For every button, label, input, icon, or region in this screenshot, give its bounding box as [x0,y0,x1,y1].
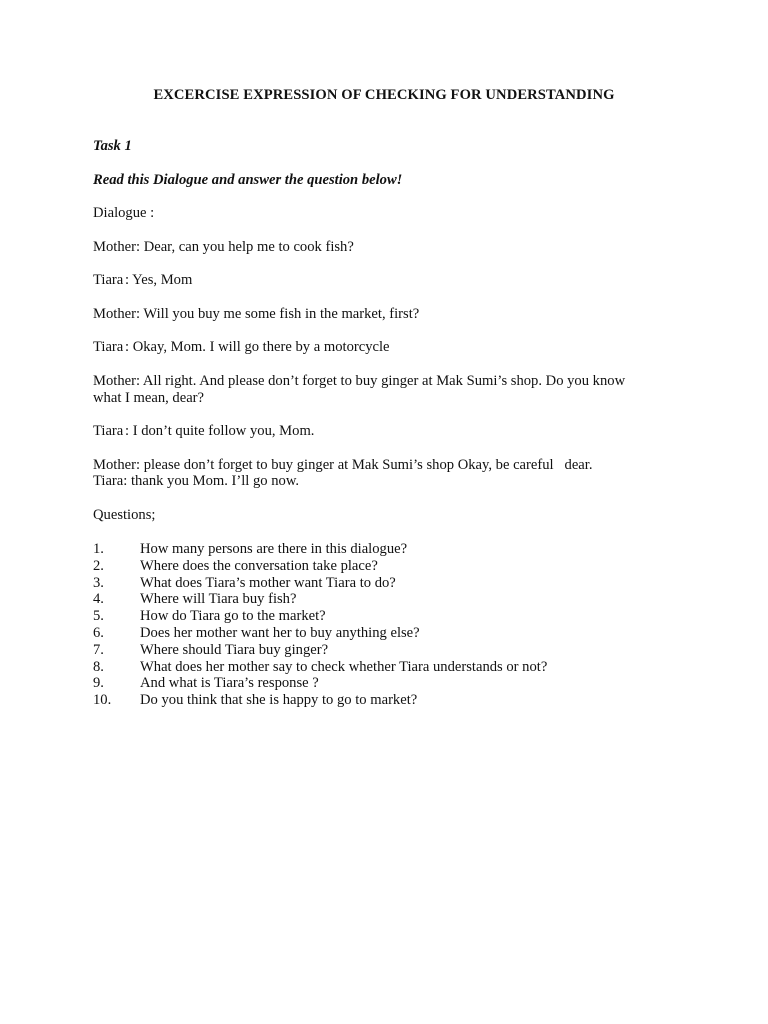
questions-list [93,541,547,709]
dialogue-text: thank you Mom. I’ll go now. [130,473,300,489]
dialogue-text: Okay, Mom. I will go there by a motorcycle [132,339,390,355]
question-text: What does her mother say to check whether Tiara understands or not? [140,658,548,675]
dialogue-line-continuation: what I mean, dear? [93,390,205,406]
dialogue-speaker: Mother: [93,373,141,389]
question-number: 8. [93,658,104,675]
dialogue-separator: : [125,272,133,288]
question-item [93,625,547,642]
dialogue-text: I don’t quite follow you, Mom. [132,423,315,439]
dialogue-heading: Dialogue : [93,205,155,221]
question-item [93,692,547,709]
question-number: 9. [93,675,104,692]
question-number: 10. [93,692,112,709]
dialogue-speaker: Tiara: [93,473,128,489]
dialogue-line [93,423,314,440]
question-item [93,642,547,659]
question-text: And what is Tiara’s response ? [140,675,319,692]
dialogue-speaker: Tiara [93,339,124,355]
question-number: 3. [93,574,104,591]
question-item [93,675,547,692]
question-number: 5. [93,608,104,625]
question-text: Where should Tiara buy ginger? [140,641,329,658]
dialogue-text: Yes, Mom [132,272,193,288]
dialogue-line [93,457,592,474]
dialogue-line [93,306,419,323]
dialogue-text: All right. And please don’t forget to buy ginger at Mak Sumi’s shop. Do you know [142,373,626,389]
questions-heading: Questions; [93,507,156,523]
dialogue-text: Dear, can you help me to cook fish? [143,239,354,255]
question-number: 4. [93,591,104,608]
question-text: Does her mother want her to buy anything else? [140,624,420,641]
question-text: Do you think that she is happy to go to market? [140,692,418,709]
dialogue-line [93,239,354,256]
question-number: 2. [93,557,104,574]
instruction-text: Read this Dialogue and answer the question below! [93,172,403,188]
dialogue-separator: : [125,339,133,355]
dialogue-speaker: Mother: [93,306,141,322]
dialogue-text: please don’t forget to buy ginger at Mak Sumi’s shop Okay, be careful dear. [143,457,593,473]
question-text: Where does the conversation take place? [140,557,378,574]
dialogue-line [93,339,390,356]
question-number: 7. [93,641,104,658]
dialogue-text: Will you buy me some fish in the market, first? [143,306,420,322]
dialogue-speaker: Tiara [93,272,124,288]
dialogue-line [93,373,625,390]
task-label: Task 1 [93,138,132,154]
dialogue-speaker: Mother: [93,457,141,473]
dialogue-speaker: Tiara [93,423,124,439]
question-item [93,659,547,676]
document-title: EXCERCISE EXPRESSION OF CHECKING FOR UNDERSTANDING [153,87,615,103]
question-text: What does Tiara’s mother want Tiara to do? [140,574,396,591]
question-text: How many persons are there in this dialogue? [140,541,408,557]
dialogue-line [93,473,299,490]
question-text: Where will Tiara buy fish? [140,591,297,608]
question-number: 1. [93,541,104,557]
question-item [93,608,547,625]
question-text: How do Tiara go to the market? [140,608,326,625]
dialogue-separator: : [125,423,133,439]
question-number: 6. [93,624,104,641]
dialogue-speaker: Mother: [93,239,141,255]
question-item [93,558,547,575]
question-item [93,591,547,608]
question-item [93,575,547,592]
question-item [93,541,547,558]
dialogue-line [93,272,192,289]
